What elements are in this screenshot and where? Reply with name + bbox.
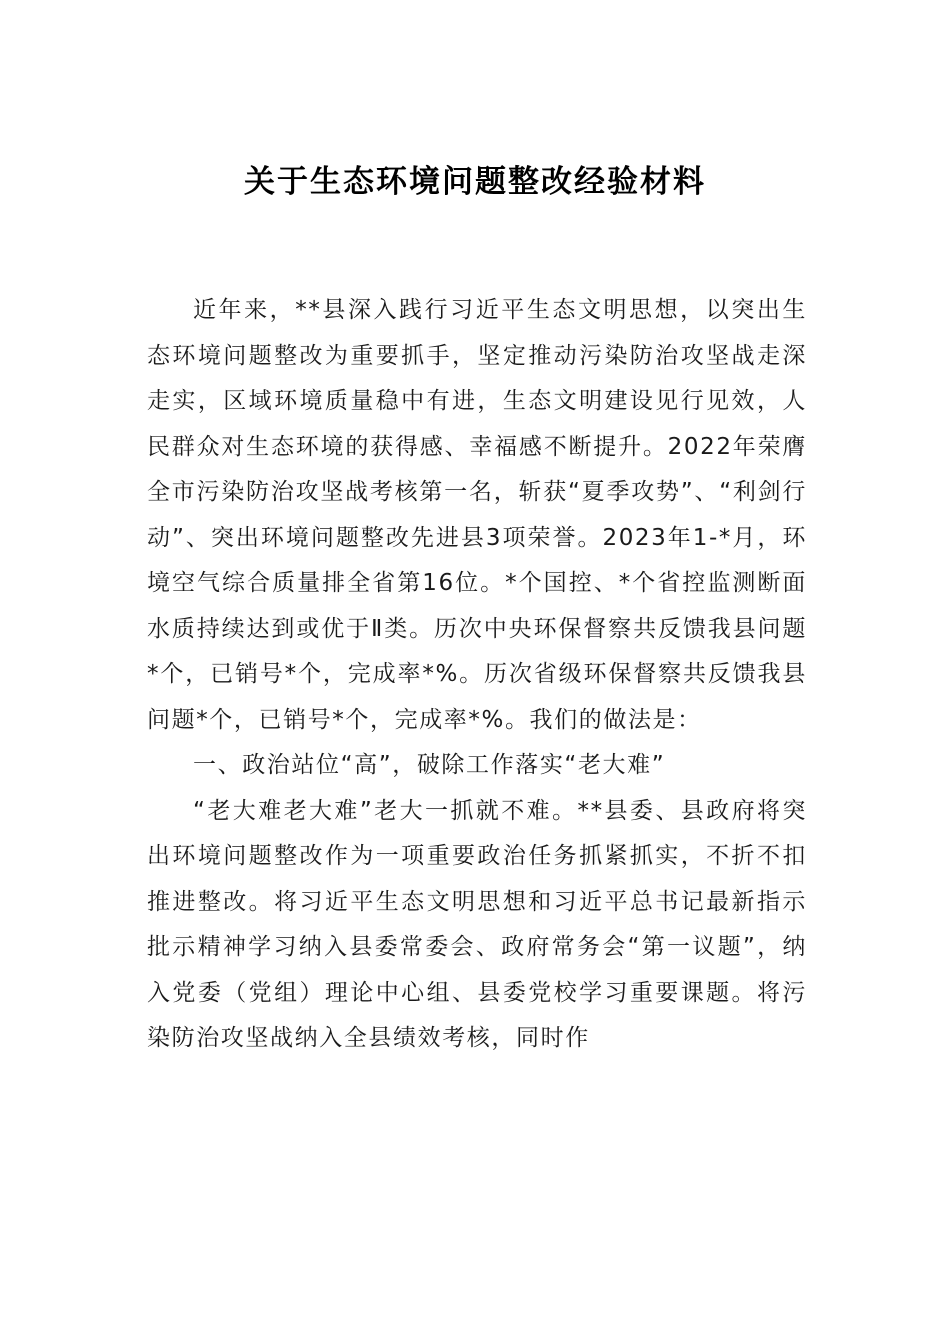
section-1-paragraph: “老大难老大难”老大一抓就不难。**县委、县政府将突出环境问题整改作为一项重要政治任务抓紧抓实，不折不扣推进整改。将习近平生态文明思想和习近平总书记最新指示批示精神学习纳入县委常委会、政府常务会“第一议题”，纳入党委（党组）理论中心组、县委党校学习重要课题。将污染防治攻坚战纳入全县绩效考核，同时作 [147, 797, 807, 1051]
document-title: 关于生态环境问题整改经验材料 [244, 164, 706, 200]
intro-paragraph: 近年来，**县深入践行习近平生态文明思想，以突出生态环境问题整改为重要抓手，坚定推动污染防治攻坚战走深走实，区域环境质量稳中有进，生态文明建设见行见效，人民群众对生态环境的获得感、幸福感不断提升。2022年荣膺全市污染防治攻坚战考核第一名，斩获“夏季攻势”、“利剑行动”、突出环境问题整改先进县3项荣誉。2023年1-*月，环境空气综合质量排全省第16位。*个国控、*个省控监测断面水质持续达到或优于Ⅱ类。历次中央环保督察共反馈我县问题*个，已销号*个，完成率*%。历次省级环保督察共反馈我县问题*个，已销号*个，完成率*%。我们的做法是： [147, 297, 807, 733]
section-heading-1: 一、政治站位“高”，破除工作落实“老大难” [193, 752, 666, 778]
document-body [147, 288, 807, 1062]
